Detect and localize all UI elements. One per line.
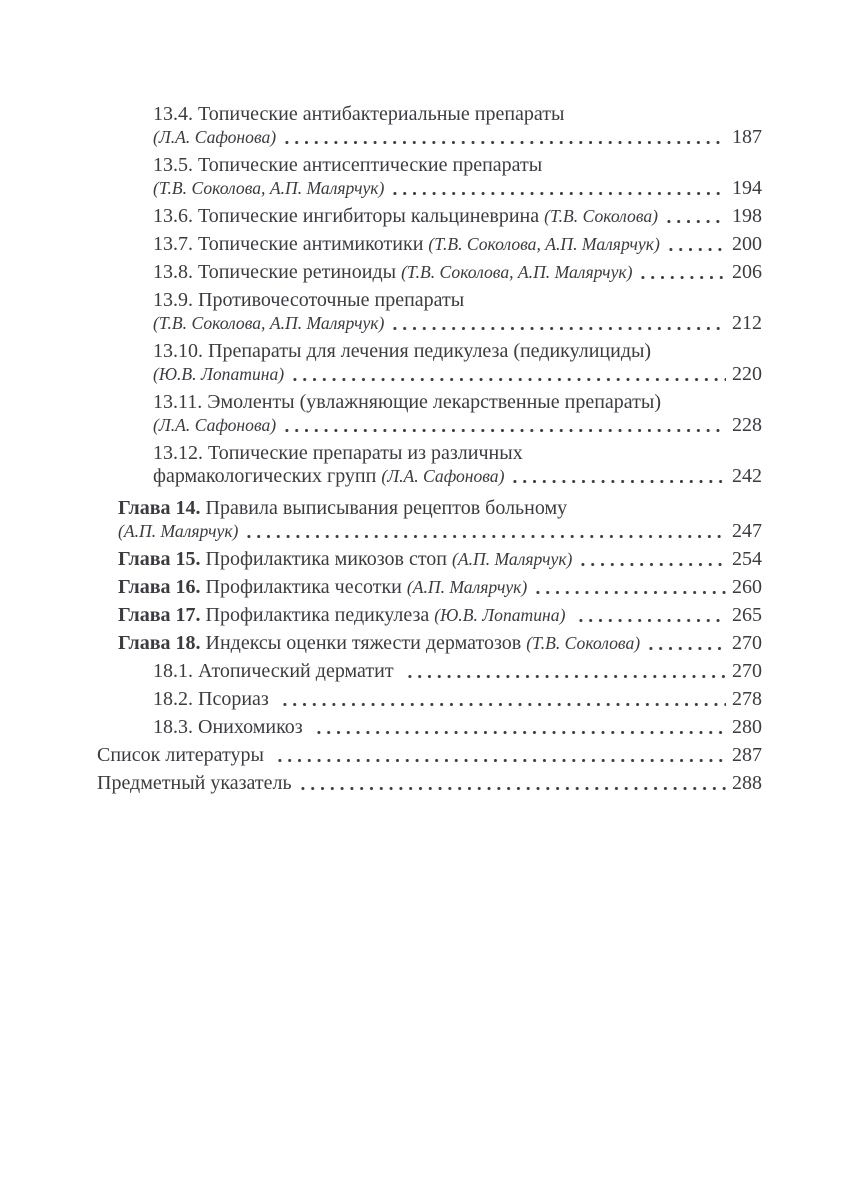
toc-entry: [97, 576, 762, 599]
page-number: 228: [732, 414, 762, 436]
toc-line: [153, 289, 762, 312]
toc-line: [118, 604, 762, 627]
toc-text-regular: Профилактика педикулеза: [200, 604, 435, 626]
toc-line: [118, 548, 762, 571]
toc-text-italic: (Ю.В. Лопатина): [434, 605, 566, 625]
toc-line: [153, 716, 762, 739]
toc-text-regular: Список литературы: [97, 744, 269, 766]
toc-line: [118, 632, 762, 655]
toc-text-bold: Глава 15.: [118, 548, 201, 570]
toc-text-bold: Глава 16.: [118, 576, 201, 598]
toc-entry: [97, 340, 762, 386]
toc-text-italic: (А.П. Малярчук): [118, 521, 239, 541]
dot-leader: [403, 660, 726, 683]
dot-leader: [388, 177, 726, 200]
toc-entry: [97, 391, 762, 437]
toc-text-italic: (Л.А. Сафонова): [153, 415, 277, 435]
toc-entry: [97, 442, 762, 488]
toc-entry: [97, 205, 762, 228]
page-number: 280: [732, 716, 762, 738]
dot-leader: [644, 632, 726, 655]
toc-text-regular: 18.1. Атопический дерматит: [153, 660, 399, 682]
toc-entry: [97, 632, 762, 655]
toc-text-regular: 13.9. Противочесоточные препараты: [153, 289, 465, 311]
toc-text-regular: Правила выписывания рецептов больному: [200, 497, 568, 519]
toc-text-regular: 18.2. Псориаз: [153, 688, 274, 710]
dot-leader: [576, 548, 726, 571]
dot-leader: [278, 688, 726, 711]
toc-line: [153, 233, 762, 256]
toc-entry: [97, 548, 762, 571]
page-number: 242: [732, 465, 762, 487]
toc-entry: [97, 772, 762, 795]
toc-text-italic: (Л.А. Сафонова): [153, 127, 277, 147]
toc-line: [153, 126, 762, 149]
toc-line: [153, 465, 762, 488]
toc-entry: [97, 233, 762, 256]
toc-text-regular: 13.8. Топические ретиноиды: [153, 261, 402, 283]
toc-entry: [97, 103, 762, 149]
toc-text-italic: (Т.В. Соколова, А.П. Малярчук): [401, 262, 633, 282]
page-number: 206: [732, 261, 762, 283]
page-number: 187: [732, 126, 762, 148]
toc-text-regular: Профилактика микозов стоп: [200, 548, 452, 570]
toc-line: [153, 363, 762, 386]
toc-line: [118, 497, 762, 520]
toc-entry: [97, 688, 762, 711]
toc-entry: [97, 154, 762, 200]
dot-leader: [312, 716, 726, 739]
toc-entry: [97, 660, 762, 683]
dot-leader: [280, 126, 726, 149]
toc-entry: [97, 261, 762, 284]
toc-line: [153, 660, 762, 683]
dot-leader: [388, 312, 726, 335]
page-number: 265: [732, 604, 762, 626]
toc-text-regular: [565, 604, 570, 627]
toc-text-italic: (Л.А. Сафонова): [381, 466, 505, 486]
toc-line: [153, 312, 762, 335]
toc-line: [153, 154, 762, 177]
toc-text-regular: 13.6. Топические ингибиторы кальциневрина: [153, 205, 545, 227]
page-number: 198: [732, 205, 762, 227]
toc-text-italic: (Ю.В. Лопатина): [153, 364, 285, 384]
toc-text-regular: 18.3. Онихомикоз: [153, 716, 308, 738]
toc-entry: [97, 744, 762, 767]
toc-text-bold: Глава 14.: [118, 497, 201, 519]
toc-text-italic: (А.П. Малярчук): [406, 577, 528, 597]
toc-line: [118, 520, 762, 543]
dot-leader: [296, 772, 726, 795]
dot-leader: [242, 520, 726, 543]
page-number: 287: [732, 744, 762, 766]
dot-leader: [662, 205, 726, 228]
toc-text-italic: (Т.В. Соколова, А.П. Малярчук): [153, 313, 385, 333]
dot-leader: [273, 744, 726, 767]
toc-text-regular: 13.11. Эмоленты (увлажняющие лекарственные препараты): [153, 391, 661, 413]
toc-line: [97, 744, 762, 767]
toc-text-regular: 13.7. Топические антимикотики: [153, 233, 429, 255]
page-number: 212: [732, 312, 762, 334]
toc-text-bold: Глава 18.: [118, 632, 201, 654]
page-number: 278: [732, 688, 762, 710]
page-number: 247: [732, 520, 762, 542]
dot-leader: [574, 604, 726, 627]
toc-text-italic: (Т.В. Соколова): [544, 206, 659, 226]
toc-line: [153, 177, 762, 200]
page-number: 220: [732, 363, 762, 385]
toc-entry: [97, 289, 762, 335]
toc-line: [153, 205, 762, 228]
toc-line: [153, 340, 762, 363]
toc-line: [97, 772, 762, 795]
toc-text-italic: (А.П. Малярчук): [452, 549, 573, 569]
toc-line: [153, 688, 762, 711]
toc-text-regular: фармакологических групп: [153, 465, 382, 487]
toc-text-regular: Индексы оценки тяжести дерматозов: [200, 632, 527, 654]
toc-line: [153, 261, 762, 284]
toc-text-regular: Предметный указатель: [97, 772, 292, 794]
toc-entry: [97, 716, 762, 739]
toc-line: [153, 103, 762, 126]
table-of-contents: [97, 103, 762, 800]
toc-text-regular: 13.10. Препараты для лечения педикулеза (педикулициды): [153, 340, 652, 362]
dot-leader: [288, 363, 726, 386]
dot-leader: [531, 576, 726, 599]
toc-entry: [97, 497, 762, 543]
dot-leader: [664, 233, 726, 256]
toc-text-italic: (Т.В. Соколова, А.П. Малярчук): [428, 234, 660, 254]
toc-text-regular: 13.4. Топические антибактериальные препараты: [153, 103, 565, 125]
toc-line: [153, 414, 762, 437]
page-number: 270: [732, 660, 762, 682]
toc-text-regular: 13.12. Топические препараты из различных: [153, 442, 523, 464]
toc-text-italic: (Т.В. Соколова): [526, 633, 641, 653]
toc-line: [118, 576, 762, 599]
dot-leader: [636, 261, 726, 284]
dot-leader: [280, 414, 726, 437]
toc-text-bold: Глава 17.: [118, 604, 201, 626]
toc-entry: [97, 604, 762, 627]
page-number: 288: [732, 772, 762, 794]
page-number: 254: [732, 548, 762, 570]
dot-leader: [508, 465, 726, 488]
toc-line: [153, 442, 762, 465]
toc-text-regular: Профилактика чесотки: [200, 576, 407, 598]
toc-text-regular: 13.5. Топические антисептические препараты: [153, 154, 543, 176]
page-number: 270: [732, 632, 762, 654]
page-number: 260: [732, 576, 762, 598]
toc-line: [153, 391, 762, 414]
page-number: 194: [732, 177, 762, 199]
page-number: 200: [732, 233, 762, 255]
toc-text-italic: (Т.В. Соколова, А.П. Малярчук): [153, 178, 385, 198]
